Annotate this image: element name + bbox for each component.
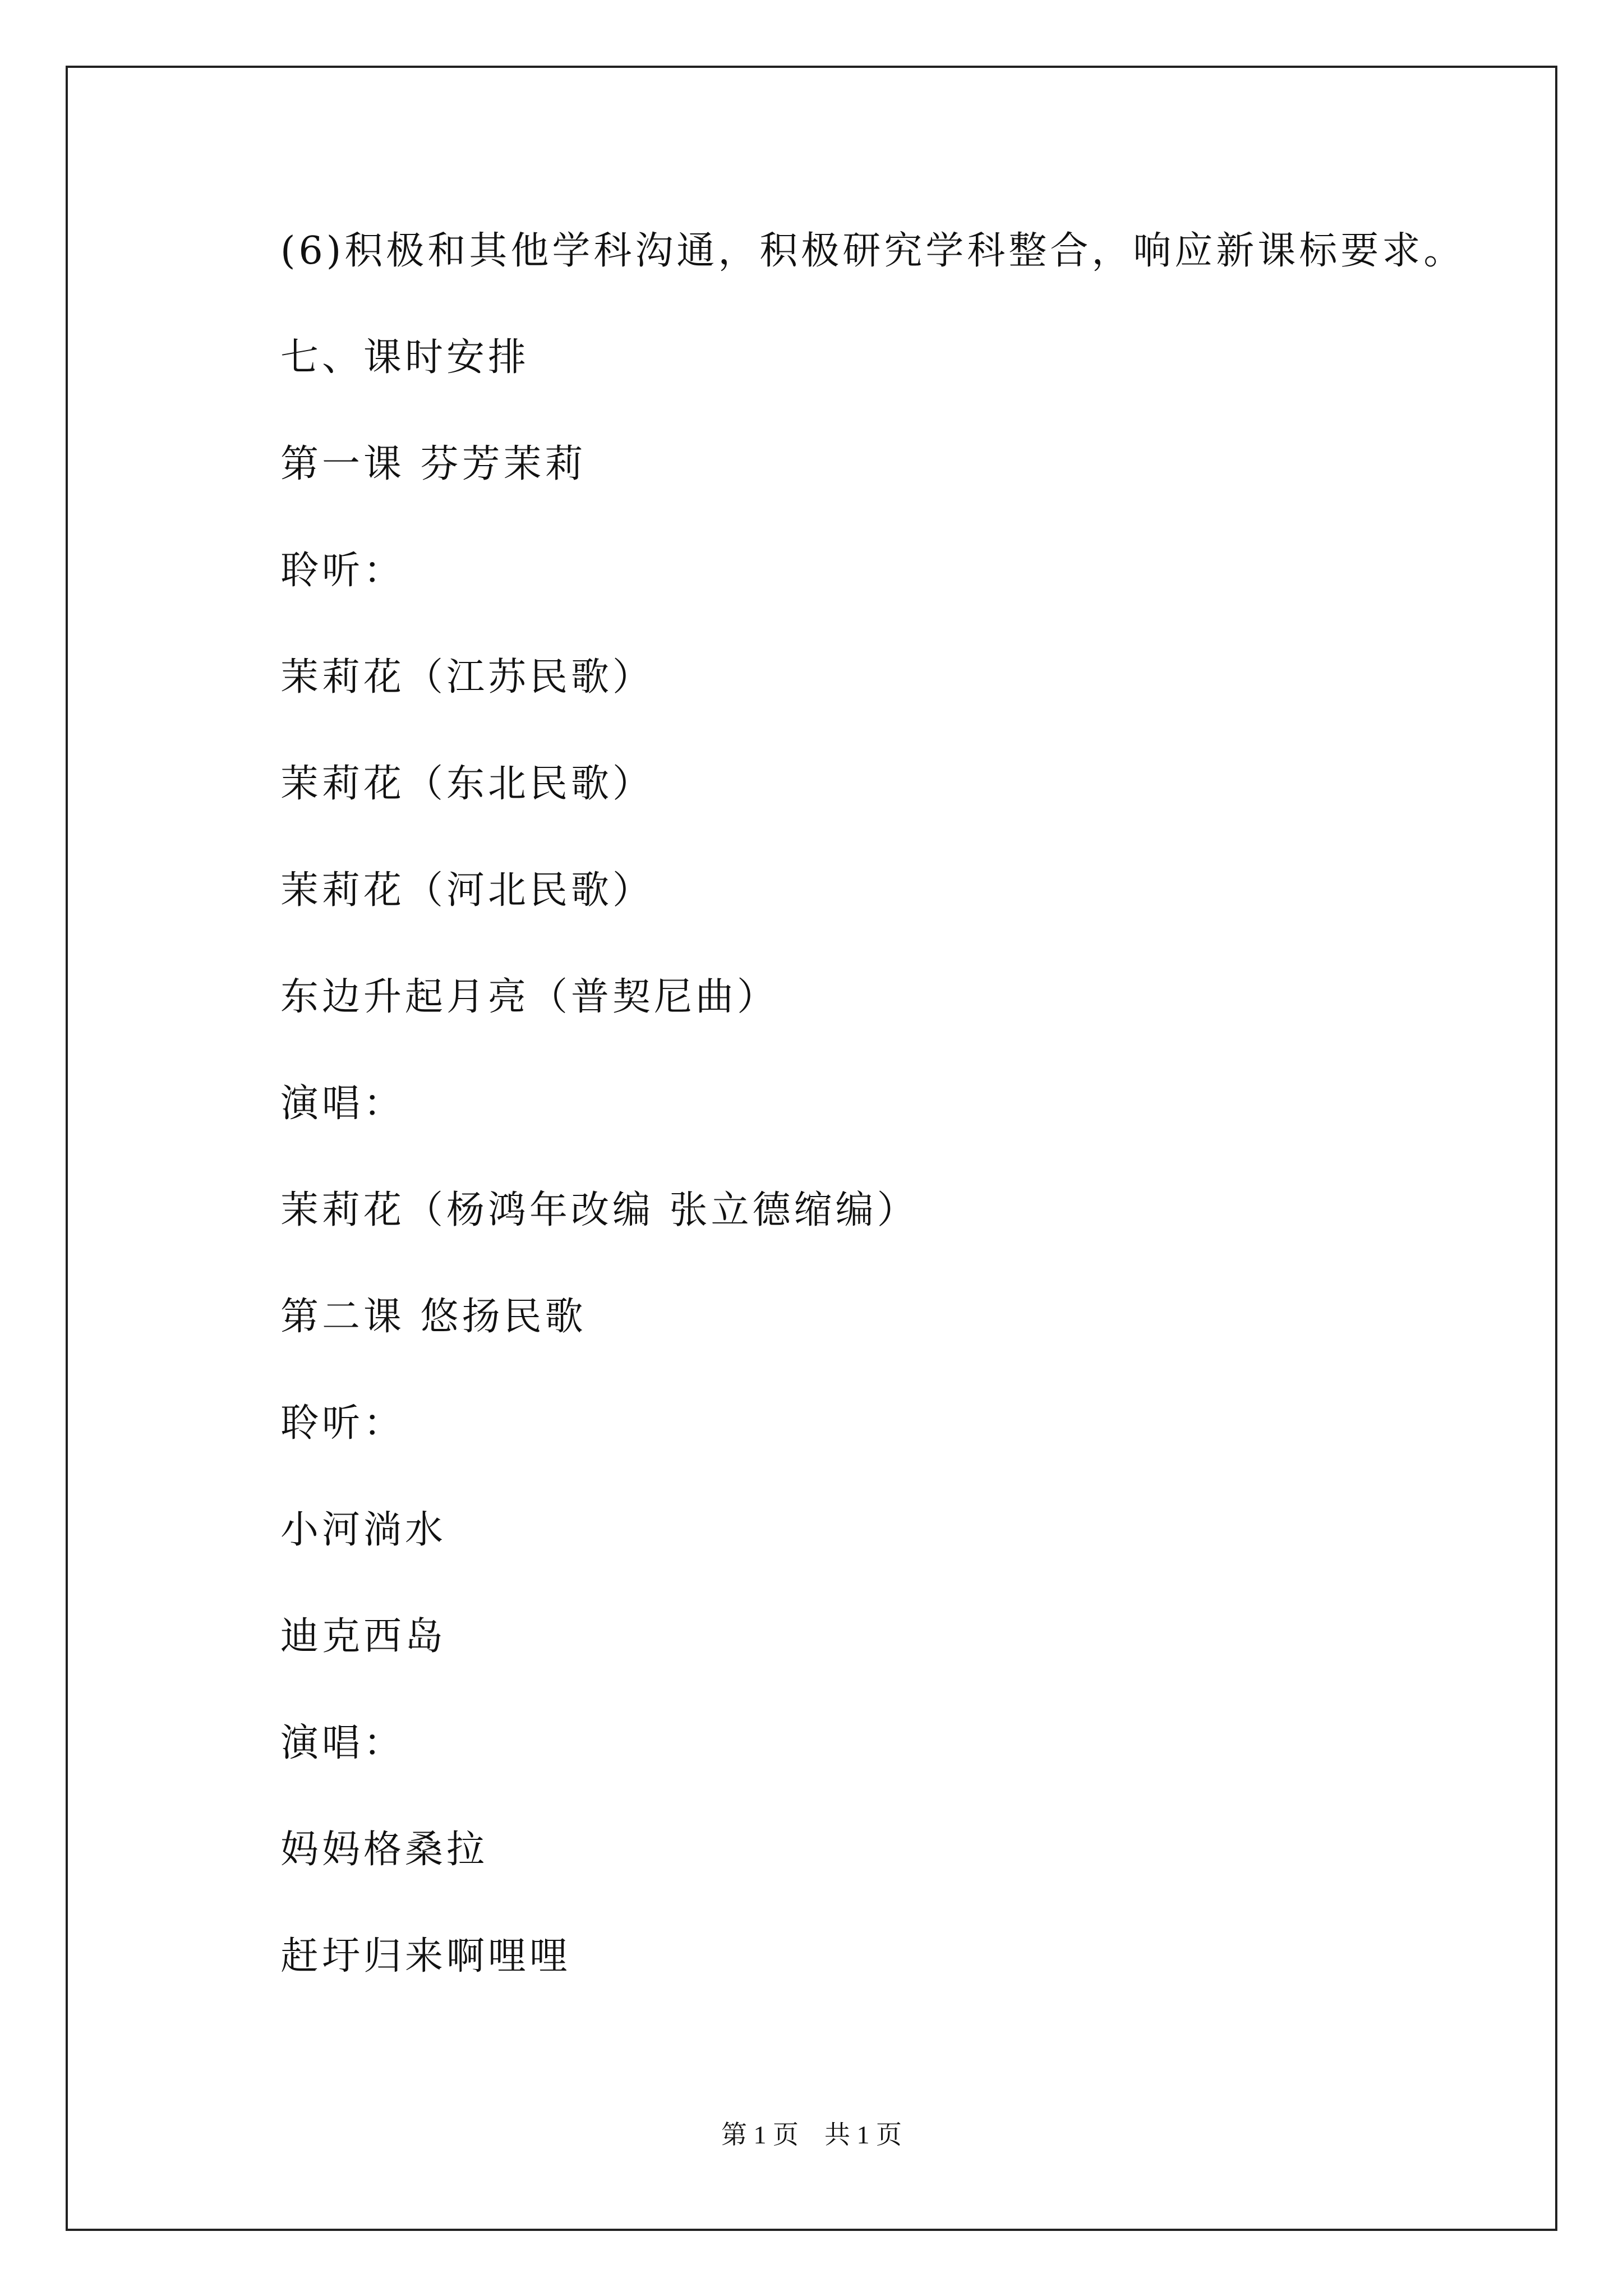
song-item: 茉莉花（东北民歌） bbox=[280, 762, 654, 806]
sing-label: 演唱： bbox=[280, 1721, 405, 1765]
listen-label: 聆听： bbox=[280, 1401, 405, 1446]
section-heading-schedule: 七、课时安排 bbox=[280, 335, 530, 380]
song-item: 迪克西岛 bbox=[280, 1614, 447, 1659]
song-item: 赶圩归来啊哩哩 bbox=[280, 1934, 571, 1978]
page-number: 第 1 页 bbox=[721, 2120, 799, 2149]
page-border bbox=[66, 66, 1557, 2231]
lesson-1-title: 第一课 芬芳茉莉 bbox=[280, 442, 587, 486]
song-item: 小河淌水 bbox=[280, 1508, 447, 1552]
song-item: 东边升起月亮（普契尼曲） bbox=[280, 975, 779, 1019]
song-item: 茉莉花（江苏民歌） bbox=[280, 655, 654, 700]
song-item: 茉莉花（河北民歌） bbox=[280, 868, 654, 913]
page-footer bbox=[0, 2119, 1623, 2151]
song-item: 茉莉花（杨鸿年改编 张立德缩编） bbox=[280, 1188, 919, 1232]
sing-label: 演唱： bbox=[280, 1082, 405, 1126]
song-item: 妈妈格桑拉 bbox=[280, 1828, 488, 1872]
lesson-2-title: 第二课 悠扬民歌 bbox=[280, 1295, 587, 1339]
listen-label: 聆听： bbox=[280, 549, 405, 593]
text-line-goal-6: (6)积极和其他学科沟通，积极研究学科整合，响应新课标要求。 bbox=[280, 229, 1465, 273]
page-total: 共 1 页 bbox=[824, 2120, 902, 2149]
